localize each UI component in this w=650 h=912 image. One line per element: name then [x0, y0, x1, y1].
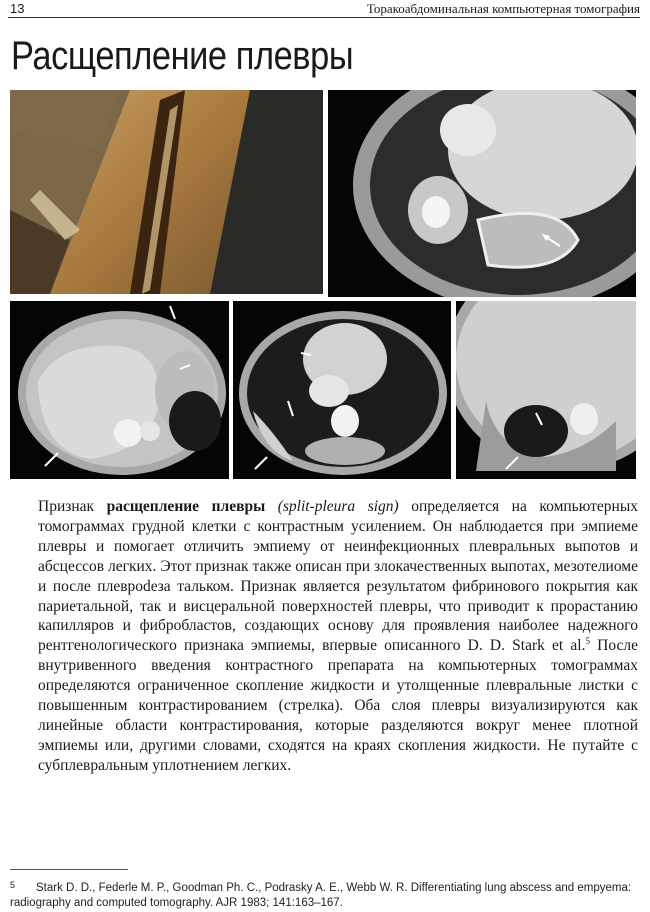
body-lead: Признак: [38, 498, 107, 515]
body-text-part2: После внутривенного введения контрастного препарата на компьютерных томограммах определяются ограниченное скопление жидкости и утолщенные плевральные листки с повышенным контрастированием (стрелка). Оба слоя плевры визуализируются как линейные области контрастирования, которые разделяются вокруг менее плотной эмпиемы или, другими словами, сходятся на краях скопления жидкости. Не путайте с субплевральным уплотнением легких.: [38, 637, 638, 774]
running-title: Торакоабдоминальная компьютерная томография: [366, 1, 640, 16]
ct-scan-split-pleura-upper: [328, 90, 636, 297]
body-term-en: (split-pleura sign): [277, 498, 399, 515]
page-title: Расщепление плевры: [11, 34, 354, 78]
ct-scan-lower-right: [456, 301, 636, 479]
body-term: расщепление плевры: [106, 498, 266, 515]
split-log-photo: [10, 90, 323, 294]
footnote-ref[interactable]: 5: [585, 636, 590, 647]
footnote-text: Stark D. D., Federle M. P., Goodman Ph. C., Podrasky A. E., Webb W. R. Differentiating lung abscess and empyema: radiography and computed tomography. AJR 1983; 141:163–167.: [10, 882, 632, 909]
footnote-divider: [10, 869, 128, 870]
body-text-part1: определяется на компьютерных томограммах грудной клетки с контрастным усилением. Он наблюдается при эмпиеме плевры и помогает отличить эмпиему от неинфекционных плевральных выпотов и абсцессов легких. Этот признак также описан при злокачественных выпотах, мезотелиоме и после плевроdeза тальком. Признак является результатом фибринового покрытия как париетальной, так и висцеральной поверхностей плевры, что приводит к прорастанию капилляров и фибробластов, создающих основу для проявления наиболее надежного рентгенологического признака эмпиемы, впервые описанного D. D. Stark et al.: [38, 498, 638, 655]
body-paragraph: [38, 497, 638, 776]
footnote-mark: 5: [10, 880, 16, 890]
page-number: 13: [10, 1, 25, 16]
ct-scan-lower-middle: [233, 301, 451, 479]
ct-scan-lower-left: [10, 301, 229, 479]
running-header: [8, 0, 640, 18]
footnote: [10, 878, 642, 911]
